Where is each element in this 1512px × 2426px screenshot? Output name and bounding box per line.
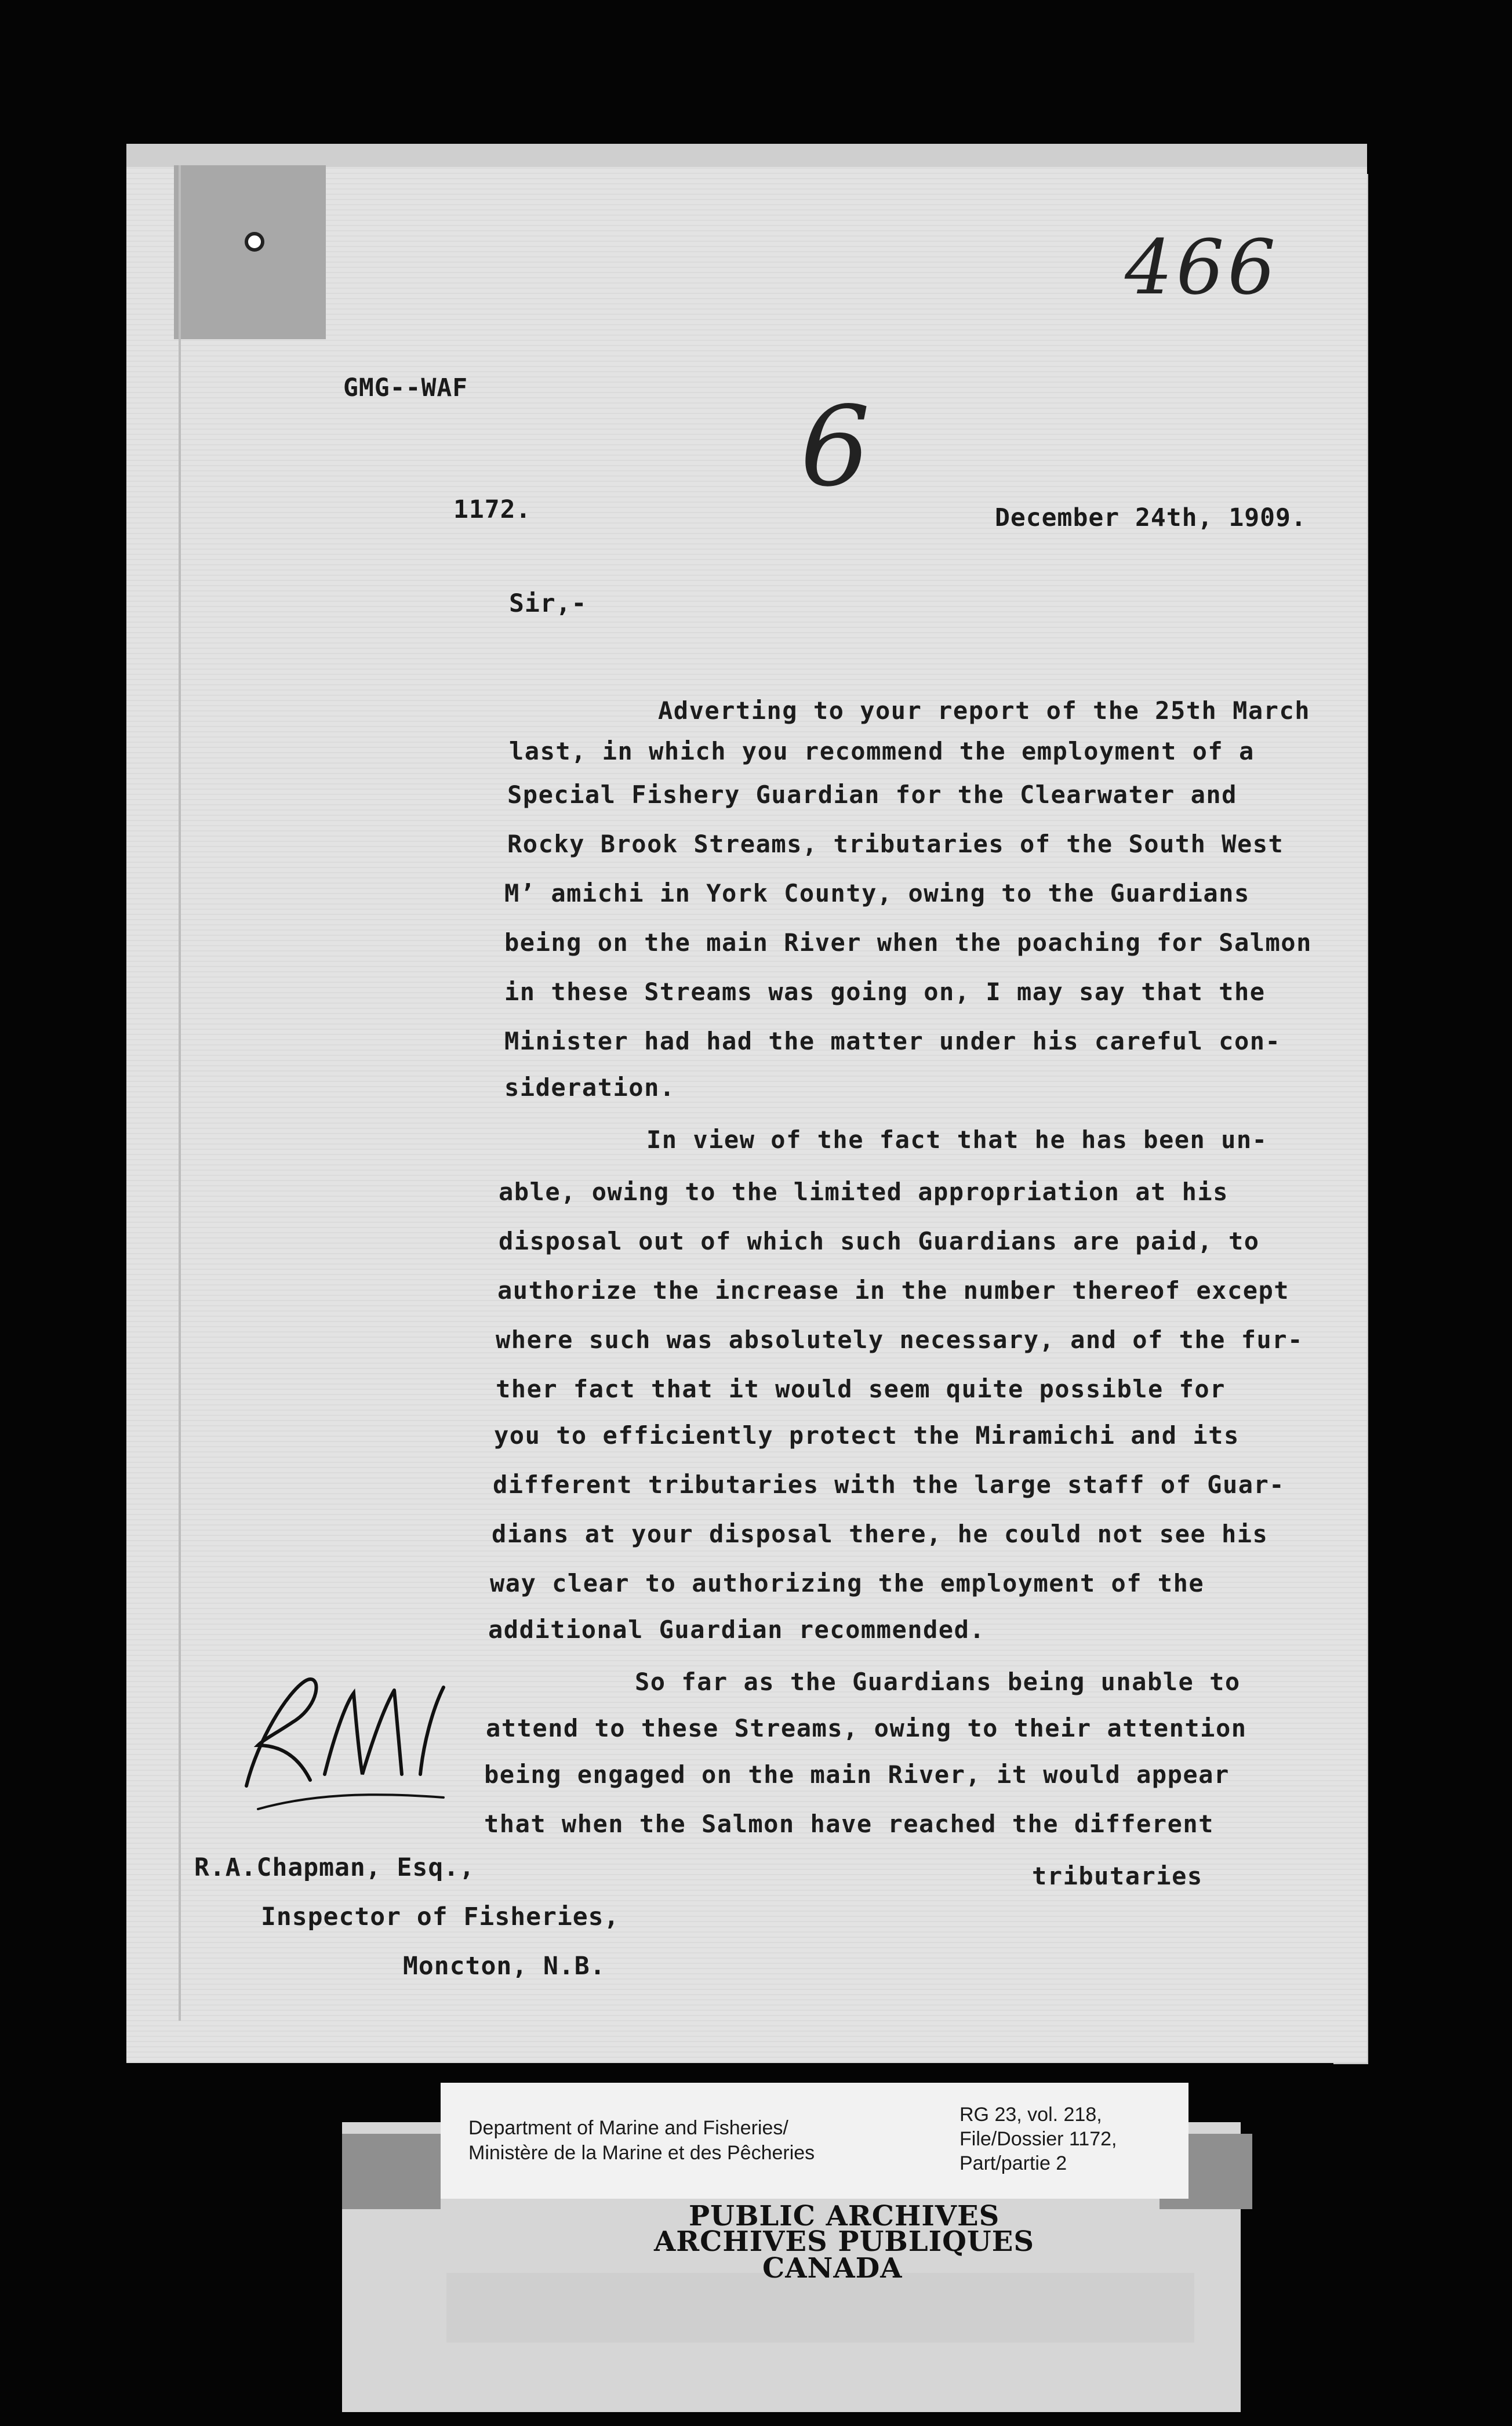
- body-line: sideration.: [504, 1073, 675, 1102]
- addressee-place: Moncton, N.B.: [403, 1952, 606, 1981]
- body-line: In view of the fact that he has been un-: [646, 1125, 1268, 1154]
- handwritten-mark: 6: [800, 383, 870, 511]
- addressee-name: R.A.Chapman, Esq.,: [194, 1853, 475, 1882]
- body-line: Adverting to your report of the 25th March: [658, 696, 1311, 725]
- file-number: 1172.: [453, 495, 532, 524]
- department-french: Ministère de la Marine et des Pêcheries: [468, 2142, 815, 2164]
- file-dossier: File/Dossier 1172,: [959, 2128, 1117, 2150]
- body-line: where such was absolutely necessary, and of the fur-: [496, 1325, 1303, 1354]
- archives-stamp-line-2: ARCHIVES PUBLIQUES: [654, 2225, 1034, 2258]
- page-fold-line: [179, 165, 181, 2021]
- body-line: attend to these Streams, owing to their attention: [486, 1714, 1247, 1742]
- catchword: tributaries: [1032, 1862, 1203, 1890]
- punch-hole-icon: [245, 232, 264, 252]
- body-line: last, in which you recommend the employment of a: [509, 737, 1255, 765]
- archives-stamp-line-1: PUBLIC ARCHIVES: [689, 2200, 1000, 2232]
- body-line: So far as the Guardians being unable to: [635, 1668, 1241, 1696]
- body-line: you to efficiently protect the Miramichi and its: [494, 1421, 1240, 1450]
- body-line: different tributaries with the large staff of Guar-: [493, 1470, 1285, 1499]
- body-line: in these Streams was going on, I may say that the: [504, 978, 1266, 1006]
- addressee-title: Inspector of Fisheries,: [261, 1902, 620, 1931]
- body-line: Minister had had the matter under his careful con-: [504, 1027, 1281, 1055]
- body-line: able, owing to the limited appropriation at his: [499, 1178, 1228, 1206]
- archives-stamp-line-3: CANADA: [762, 2252, 903, 2285]
- label-tape-left: [342, 2134, 441, 2209]
- page-top-edge: [126, 144, 1367, 167]
- body-line: being on the main River when the poaching for Salmon: [504, 928, 1312, 957]
- body-line: that when the Salmon have reached the different: [484, 1810, 1214, 1838]
- body-line: dians at your disposal there, he could not see his: [492, 1520, 1269, 1548]
- part-partie: Part/partie 2: [959, 2152, 1067, 2174]
- letter-date: December 24th, 1909.: [995, 503, 1307, 532]
- body-line: disposal out of which such Guardians are paid, to: [499, 1227, 1260, 1255]
- body-line: being engaged on the main River, it would appear: [484, 1760, 1230, 1789]
- body-line: way clear to authorizing the employment of the: [490, 1569, 1205, 1597]
- body-line: authorize the increase in the number thereof except: [497, 1276, 1290, 1305]
- body-line: M’ amichi in York County, owing to the Guardians: [504, 879, 1250, 907]
- record-group: RG 23, vol. 218,: [959, 2104, 1102, 2126]
- body-line: additional Guardian recommended.: [488, 1615, 986, 1644]
- body-line: ther fact that it would seem quite possible for: [496, 1375, 1226, 1403]
- salutation: Sir,-: [509, 589, 587, 618]
- body-line: Rocky Brook Streams, tributaries of the South West: [507, 830, 1284, 858]
- initials-signature: [223, 1658, 467, 1832]
- handwritten-page-number: 466: [1125, 223, 1280, 311]
- department-english: Department of Marine and Fisheries/: [468, 2117, 788, 2139]
- reference-initials: GMG--WAF: [343, 373, 468, 402]
- body-line: Special Fishery Guardian for the Clearwater and: [507, 780, 1237, 809]
- corner-binding-tab: [174, 165, 326, 339]
